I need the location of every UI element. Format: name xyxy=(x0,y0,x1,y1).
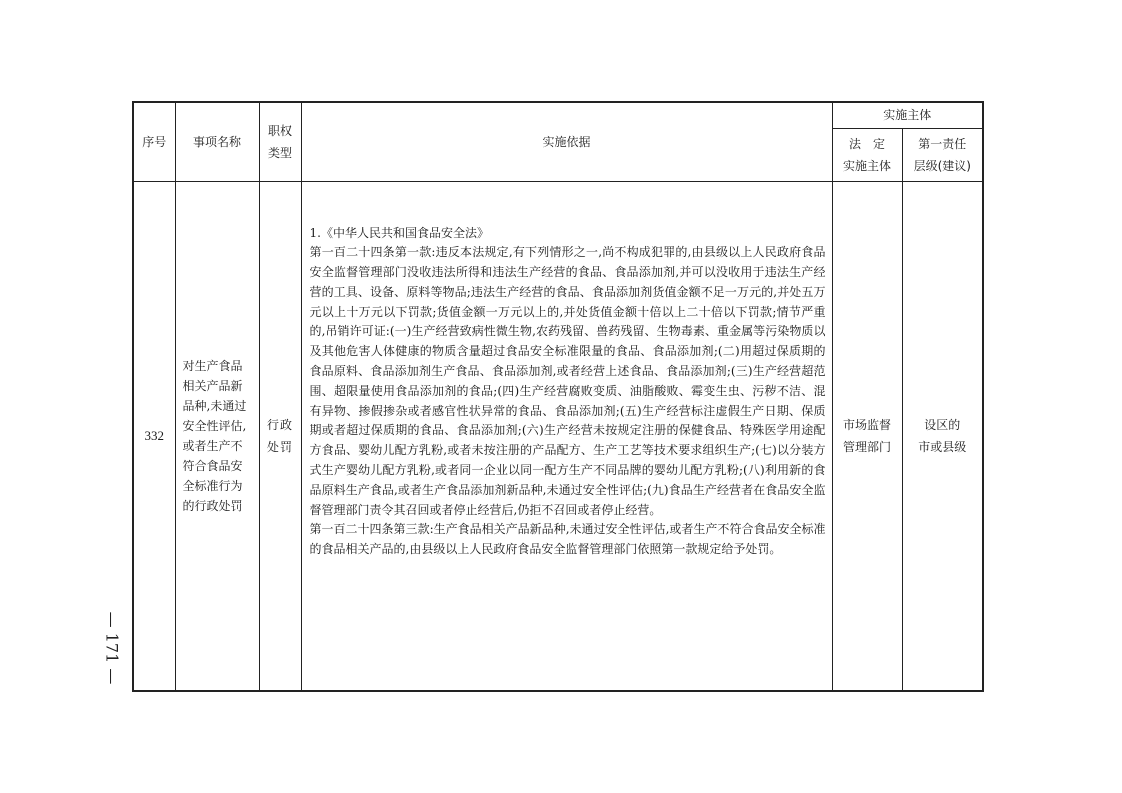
header-basis: 实施依据 xyxy=(301,102,832,181)
row-first-responsibility xyxy=(902,181,983,691)
row-legal-subject xyxy=(832,181,902,691)
header-power-type-line1: 职权 xyxy=(267,123,292,138)
header-first-resp-line2: 层级(建议) xyxy=(913,158,971,173)
regulation-table xyxy=(132,101,984,692)
row-legal-subject-line2: 管理部门 xyxy=(842,439,891,454)
table-row xyxy=(133,181,983,691)
header-item-name: 事项名称 xyxy=(175,102,259,181)
page-number-text: — 171 — xyxy=(102,611,122,685)
page-number xyxy=(92,598,132,698)
header-legal-subject-line1: 法 定 xyxy=(848,136,885,151)
row-seq: 332 xyxy=(133,181,175,691)
row-power-type-line2: 处罚 xyxy=(266,439,293,454)
header-legal-subject xyxy=(832,128,902,181)
row-first-resp-line1: 设区的 xyxy=(924,417,961,432)
header-power-type xyxy=(259,102,301,181)
header-legal-subject-line2: 实施主体 xyxy=(842,158,891,173)
row-power-type-line1: 行政 xyxy=(266,417,293,432)
header-power-type-line2: 类型 xyxy=(267,145,292,160)
header-first-resp-line1: 第一责任 xyxy=(918,136,967,151)
row-item-name: 对生产食品相关产品新品种,未通过安全性评估,或者生产不符合食品安全标准行为的行政处罚 xyxy=(175,181,259,691)
row-basis xyxy=(301,181,832,691)
row-legal-subject-line1: 市场监督 xyxy=(842,417,891,432)
row-first-resp-line2: 市或县级 xyxy=(918,439,967,454)
header-subject: 实施主体 xyxy=(832,102,983,128)
row-power-type xyxy=(259,181,301,691)
header-seq: 序号 xyxy=(133,102,175,181)
header-first-responsibility xyxy=(902,128,983,181)
basis-paragraph-article-124-1: 第一百二十四条第一款:违反本法规定,有下列情形之一,尚不构成犯罪的,由县级以上人民政府食品安全监督管理部门没收违法所得和违法生产经营的食品、食品添加剂,并可以没收用于违法生产经营的工具、设备、原料等物品;违法生产经营的食品、食品添加剂货值金额不足一万元的,并处五万元以上十万元以下罚款;货值金额一万元以上的,并处货值金额十倍以上二十倍以下罚款;情节严重的,吊销许可证:(一)生产经营致病性微生物,农药残留、兽药残留、生物毒素、重金属等污染物质以及其他危害人体健康的物质含量超过食品安全标准限量的食品、食品添加剂;(二)用超过保质期的食品原料、食品添加剂生产食品、食品添加剂,或者经营上述食品、食品添加剂;(三)生产经营超范围、超限量使用食品添加剂的食品;(四)生产经营腐败变质、油脂酸败、霉变生虫、污秽不洁、混有异物、掺假掺杂或者感官性状异常的食品、食品添加剂;(五)生产经营标注虚假生产日期、保质期或者超过保质期的食品、食品添加剂;(六)生产经营未按规定注册的保健食品、特殊医学用途配方食品、婴幼儿配方乳粉,或者未按注册的产品配方、生产工艺等技术要求组织生产;(七)以分装方式生产婴幼儿配方乳粉,或者同一企业以同一配方生产不同品牌的婴幼儿配方乳粉;(八)利用新的食品原料生产食品,或者生产食品添加剂新品种,未通过安全性评估;(九)食品生产经营者在食品安全监督管理部门责令其召回或者停止经营后,仍拒不召回或者停止经营。 xyxy=(309,245,826,517)
basis-paragraph-article-124-3: 第一百二十四条第三款:生产食品相关产品新品种,未通过安全性评估,或者生产不符合食品安全标准的食品相关产品的,由县级以上人民政府食品安全监督管理部门依照第一款规定给予处罚。 xyxy=(309,522,826,557)
regulation-table-container xyxy=(132,101,982,692)
basis-paragraph-title: 1.《中华人民共和国食品安全法》 xyxy=(309,225,489,240)
